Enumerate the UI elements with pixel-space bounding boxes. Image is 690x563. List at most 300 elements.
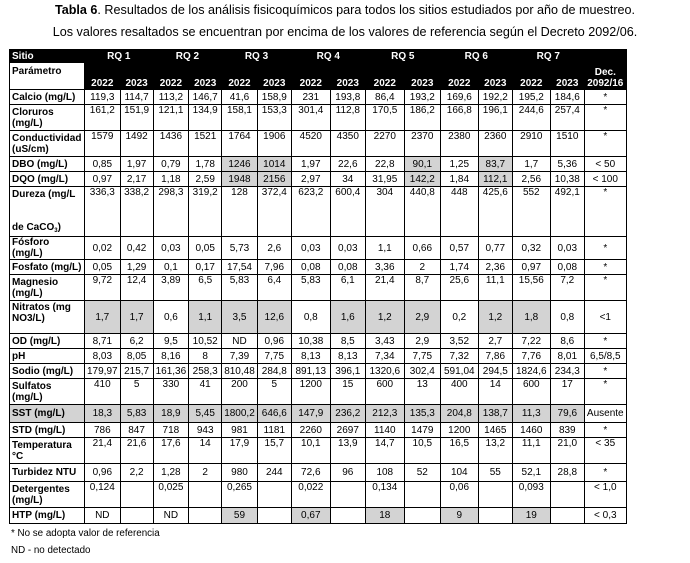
table-cell: 0,025 (153, 482, 189, 508)
table-cell: 28,8 (550, 464, 584, 482)
table-cell: 0,05 (85, 260, 121, 275)
year-header: 2022 (153, 63, 189, 90)
table-cell: 5,83 (291, 275, 330, 301)
table-cell: 34 (330, 172, 365, 187)
row-label: Nitratos (mg NO3/L) (10, 301, 85, 334)
row-label: Turbidez NTU (10, 464, 85, 482)
table-cell: 244,6 (512, 105, 550, 131)
table-cell: 6,4 (257, 275, 291, 301)
table-cell: 336,3 (85, 187, 121, 237)
table-cell: 8,13 (330, 349, 365, 364)
table-cell: 7,76 (512, 349, 550, 364)
table-cell-highlighted: 1,7 (85, 301, 121, 334)
table-cell-highlighted: 1,8 (512, 301, 550, 334)
year-header: 2022 (440, 63, 478, 90)
year-header: 2023 (330, 63, 365, 90)
year-header: 2023 (404, 63, 440, 90)
year-header: 2022 (365, 63, 404, 90)
table-cell: 5 (257, 379, 291, 405)
table-cell: 0,77 (478, 237, 512, 260)
table-cell: 161,36 (153, 364, 189, 379)
table-cell: 11,1 (478, 275, 512, 301)
table-cell: 128 (222, 187, 258, 237)
table-cell: 0,32 (512, 237, 550, 260)
row-label: Calcio (mg/L) (10, 90, 85, 105)
table-cell: 166,8 (440, 105, 478, 131)
table-cell: 3,43 (365, 334, 404, 349)
table-cell: 10,5 (404, 438, 440, 464)
year-header: 2023 (550, 63, 584, 90)
table-cell: 7,34 (365, 349, 404, 364)
table-cell: 17,9 (222, 438, 258, 464)
table-cell: 257,4 (550, 105, 584, 131)
table-cell: 1,1 (365, 237, 404, 260)
table-cell: 2380 (440, 131, 478, 157)
site-header-rq5: RQ 5 (365, 50, 440, 63)
table-cell: 5 (120, 379, 153, 405)
table-cell: 146,7 (189, 90, 222, 105)
table-cell-highlighted: 3,5 (222, 301, 258, 334)
site-header-rq6: RQ 6 (440, 50, 512, 63)
row-label-tail: de CaCO (12, 222, 55, 233)
row-label: OD (mg/L) (10, 334, 85, 349)
year-header: 2023 (478, 63, 512, 90)
table-cell: 193,8 (330, 90, 365, 105)
table-cell: 21,4 (85, 438, 121, 464)
table-cell: 943 (189, 423, 222, 438)
table-cell: 192,2 (478, 90, 512, 105)
table-cell-highlighted: 112,1 (478, 172, 512, 187)
table-cell: 5,73 (222, 237, 258, 260)
table-cell: 600,4 (330, 187, 365, 237)
table-cell: 623,2 (291, 187, 330, 237)
table-cell: 2,2 (120, 464, 153, 482)
table-cell: 4520 (291, 131, 330, 157)
reference-cell: * (584, 260, 626, 275)
row-label: Sulfatos (mg/L) (10, 379, 85, 405)
table-cell (120, 482, 153, 508)
table-cell: 11,1 (512, 438, 550, 464)
table-cell: 8 (189, 349, 222, 364)
table-caption-label: Tabla 6 (54, 3, 98, 17)
table-cell: 10,38 (550, 172, 584, 187)
table-cell-highlighted: 0,67 (291, 508, 330, 524)
table-cell (478, 482, 512, 508)
table-cell: 400 (440, 379, 478, 405)
reference-cell: < 50 (584, 157, 626, 172)
table-cell: 1181 (257, 423, 291, 438)
table-cell: 7,75 (404, 349, 440, 364)
table-cell-highlighted: 236,2 (330, 405, 365, 423)
table-cell-highlighted: 1,7 (120, 301, 153, 334)
table-cell: 1510 (550, 131, 584, 157)
table-row (10, 405, 627, 423)
table-cell: 2910 (512, 131, 550, 157)
table-cell-highlighted: 2,9 (404, 301, 440, 334)
table-cell: 440,8 (404, 187, 440, 237)
row-label: DBO (mg/L) (10, 157, 85, 172)
reference-cell: < 35 (584, 438, 626, 464)
table-caption-line2: Los valores resaltados se encuentran por encima de los valores de referencia según el Decreto 2092/06. (52, 25, 638, 39)
year-header: 2022 (512, 63, 550, 90)
table-cell: 1,7 (512, 157, 550, 172)
table-cell: 1465 (478, 423, 512, 438)
table-cell-highlighted: 5,83 (120, 405, 153, 423)
table-cell: 591,04 (440, 364, 478, 379)
table-cell (550, 508, 584, 524)
table-cell (189, 508, 222, 524)
table-row (10, 482, 627, 508)
table-cell: 41,6 (222, 90, 258, 105)
table-cell: 10,1 (291, 438, 330, 464)
table-cell: 1,84 (440, 172, 478, 187)
year-header-row (10, 63, 627, 90)
year-header: 2022 (85, 63, 121, 90)
table-cell: 1906 (257, 131, 291, 157)
table-cell: 14,7 (365, 438, 404, 464)
table-cell: ND (222, 334, 258, 349)
site-header-rq2: RQ 2 (153, 50, 222, 63)
table-cell: 0,03 (330, 237, 365, 260)
reference-cell: <1 (584, 301, 626, 334)
table-cell: 718 (153, 423, 189, 438)
table-caption-text: . Resultados de los análisis fisicoquímicos para todos los sitios estudiados por año de muestreo. (97, 3, 636, 17)
table-cell: 372,4 (257, 187, 291, 237)
table-cell: 161,2 (85, 105, 121, 131)
table-row (10, 364, 627, 379)
table-cell: 151,9 (120, 105, 153, 131)
table-cell-highlighted: 83,7 (478, 157, 512, 172)
table-cell-highlighted: 1948 (222, 172, 258, 187)
table-cell-highlighted: 59 (222, 508, 258, 524)
table-cell: 981 (222, 423, 258, 438)
table-cell: 2,97 (291, 172, 330, 187)
table-cell (330, 508, 365, 524)
table-cell: 2,7 (478, 334, 512, 349)
table-cell: 0,17 (189, 260, 222, 275)
table-cell: 1579 (85, 131, 121, 157)
table-cell: 0,08 (330, 260, 365, 275)
table-cell: 153,3 (257, 105, 291, 131)
table-cell: ND (153, 508, 189, 524)
table-cell: 258,3 (189, 364, 222, 379)
row-label-end: ) (57, 222, 61, 233)
table-cell: 2260 (291, 423, 330, 438)
reference-cell: * (584, 105, 626, 131)
table-cell: 0,97 (85, 172, 121, 187)
table-cell: 13,9 (330, 438, 365, 464)
table-cell: 6,2 (120, 334, 153, 349)
table-cell: 0,06 (440, 482, 478, 508)
row-label-subscript: 3 (54, 228, 58, 234)
table-cell: 13,2 (478, 438, 512, 464)
table-cell: 0,093 (512, 482, 550, 508)
table-cell: 22,6 (330, 157, 365, 172)
table-cell: 1,29 (120, 260, 153, 275)
table-cell: 1492 (120, 131, 153, 157)
table-cell-highlighted: 1014 (257, 157, 291, 172)
row-label: Magnesio (mg/L) (10, 275, 85, 301)
table-cell: 72,6 (291, 464, 330, 482)
table-cell: 2,59 (189, 172, 222, 187)
table-cell: 10,38 (291, 334, 330, 349)
table-cell-highlighted: 19 (512, 508, 550, 524)
table-cell (404, 482, 440, 508)
reference-cell: * (584, 423, 626, 438)
reference-cell: * (584, 364, 626, 379)
table-cell: 0,02 (85, 237, 121, 260)
table-cell-highlighted: 12,6 (257, 301, 291, 334)
table-cell: 0,2 (440, 301, 478, 334)
year-header: 2022 (222, 63, 258, 90)
table-cell: 22,8 (365, 157, 404, 172)
table-cell: 52 (404, 464, 440, 482)
table-row (10, 508, 627, 524)
table-cell: 0,96 (85, 464, 121, 482)
table-cell: 86,4 (365, 90, 404, 105)
table-cell: 338,2 (120, 187, 153, 237)
table-cell: 304 (365, 187, 404, 237)
row-label: pH (10, 349, 85, 364)
table-cell: 200 (222, 379, 258, 405)
table-cell: 396,1 (330, 364, 365, 379)
table-cell (189, 482, 222, 508)
table-cell-highlighted: 147,9 (291, 405, 330, 423)
table-cell: 0,124 (85, 482, 121, 508)
table-cell: 0,66 (404, 237, 440, 260)
table-cell: 7,86 (478, 349, 512, 364)
table-cell: 170,5 (365, 105, 404, 131)
table-cell: 14 (478, 379, 512, 405)
table-cell-highlighted: 18,9 (153, 405, 189, 423)
table-cell: 158,9 (257, 90, 291, 105)
table-cell: 1,97 (291, 157, 330, 172)
row-label: DQO (mg/L) (10, 172, 85, 187)
table-cell: 2,6 (257, 237, 291, 260)
table-cell-highlighted: 1,2 (365, 301, 404, 334)
table-row (10, 105, 627, 131)
table-cell: 1521 (189, 131, 222, 157)
table-cell: 2370 (404, 131, 440, 157)
table-cell: 1,97 (120, 157, 153, 172)
table-cell: 319,2 (189, 187, 222, 237)
table-cell: 7,2 (550, 275, 584, 301)
table-cell: 0,03 (153, 237, 189, 260)
row-label: Sodio (mg/L) (10, 364, 85, 379)
table-cell: 0,265 (222, 482, 258, 508)
table-cell: 112,8 (330, 105, 365, 131)
table-row (10, 90, 627, 105)
table-cell: ND (85, 508, 121, 524)
table-cell: 96 (330, 464, 365, 482)
table-cell: 3,36 (365, 260, 404, 275)
table-cell: 600 (365, 379, 404, 405)
table-cell-highlighted: 1,1 (189, 301, 222, 334)
year-header: 2023 (120, 63, 153, 90)
table-row (10, 334, 627, 349)
table-cell: 158,1 (222, 105, 258, 131)
table-row (10, 131, 627, 157)
table-cell: 0,08 (550, 260, 584, 275)
table-cell: 2,17 (120, 172, 153, 187)
table-cell: 1,74 (440, 260, 478, 275)
reference-cell: * (584, 90, 626, 105)
table-cell: 552 (512, 187, 550, 237)
table-cell: 104 (440, 464, 478, 482)
table-cell: 7,22 (512, 334, 550, 349)
table-row (10, 187, 627, 237)
row-label: Fosfato (mg/L) (10, 260, 85, 275)
table-cell: 0,134 (365, 482, 404, 508)
table-cell-highlighted: 1246 (222, 157, 258, 172)
table-cell: 114,7 (120, 90, 153, 105)
table-cell: 195,2 (512, 90, 550, 105)
table-cell: 10,52 (189, 334, 222, 349)
table-cell: 215,7 (120, 364, 153, 379)
table-cell: 55 (478, 464, 512, 482)
table-cell: 410 (85, 379, 121, 405)
table-cell: 7,32 (440, 349, 478, 364)
table-cell: 5,36 (550, 157, 584, 172)
row-label: STD (mg/L) (10, 423, 85, 438)
reference-cell: Ausente (584, 405, 626, 423)
table-cell: 16,5 (440, 438, 478, 464)
table-row (10, 237, 627, 260)
table-cell: 2 (189, 464, 222, 482)
table-cell: 15,56 (512, 275, 550, 301)
table-cell-highlighted: 2156 (257, 172, 291, 187)
site-header-rq3: RQ 3 (222, 50, 292, 63)
table-cell: 1460 (512, 423, 550, 438)
table-cell: 1,18 (153, 172, 189, 187)
year-header: 2023 (189, 63, 222, 90)
table-cell: 492,1 (550, 187, 584, 237)
table-cell: 4350 (330, 131, 365, 157)
table-cell: 1479 (404, 423, 440, 438)
table-cell (120, 508, 153, 524)
reference-cell: * (584, 131, 626, 157)
row-label-main: Dureza (mg/L (12, 189, 76, 200)
table-cell: 0,6 (153, 301, 189, 334)
table-row (10, 423, 627, 438)
table-cell: 21,6 (120, 438, 153, 464)
table-cell: 2360 (478, 131, 512, 157)
table-cell: 0,1 (153, 260, 189, 275)
table-cell: 0,97 (512, 260, 550, 275)
table-cell: 301,4 (291, 105, 330, 131)
table-cell: 31,95 (365, 172, 404, 187)
site-header-rq4: RQ 4 (291, 50, 365, 63)
table-cell: 0,8 (550, 301, 584, 334)
table-cell: 119,3 (85, 90, 121, 105)
table-cell: 294,5 (478, 364, 512, 379)
year-header: 2023 (257, 63, 291, 90)
table-cell-highlighted: 9 (440, 508, 478, 524)
table-cell: 786 (85, 423, 121, 438)
table-cell: 1764 (222, 131, 258, 157)
table-cell: 810,48 (222, 364, 258, 379)
table-cell: 9,72 (85, 275, 121, 301)
table-cell: 0,08 (291, 260, 330, 275)
table-row (10, 260, 627, 275)
table-cell: 0,42 (120, 237, 153, 260)
table-cell (330, 482, 365, 508)
table-cell: 8,6 (550, 334, 584, 349)
table-cell: 134,9 (189, 105, 222, 131)
table-row (10, 349, 627, 364)
footnote-nd: ND - no detectado (11, 545, 91, 556)
table-cell-highlighted: 1,2 (478, 301, 512, 334)
table-cell-highlighted: 135,3 (404, 405, 440, 423)
table-row (10, 438, 627, 464)
table-cell-highlighted: 11,3 (512, 405, 550, 423)
table-cell (257, 508, 291, 524)
table-cell-highlighted: 138,7 (478, 405, 512, 423)
reference-cell: * (584, 464, 626, 482)
table-cell-highlighted: 212,3 (365, 405, 404, 423)
table-cell: 2270 (365, 131, 404, 157)
table-cell: 2,36 (478, 260, 512, 275)
table-cell: 169,6 (440, 90, 478, 105)
table-cell-highlighted: 1800,2 (222, 405, 258, 423)
table-cell (257, 482, 291, 508)
table-cell: 1,28 (153, 464, 189, 482)
reference-cell: * (584, 379, 626, 405)
table-cell-highlighted: 1,6 (330, 301, 365, 334)
table-cell: 15,7 (257, 438, 291, 464)
reference-cell: * (584, 334, 626, 349)
sitio-header: Sitio (10, 50, 85, 63)
table-cell: 184,6 (550, 90, 584, 105)
table-row (10, 464, 627, 482)
site-header-rq7: RQ 7 (512, 50, 584, 63)
site-header-rq1: RQ 1 (85, 50, 154, 63)
table-cell: 9,5 (153, 334, 189, 349)
table-cell-highlighted: 18,3 (85, 405, 121, 423)
table-cell: 196,1 (478, 105, 512, 131)
table-cell: 5,83 (222, 275, 258, 301)
table-cell (404, 508, 440, 524)
table-cell: 186,2 (404, 105, 440, 131)
table-cell: 234,3 (550, 364, 584, 379)
table-cell: 600 (512, 379, 550, 405)
table-cell: 1,78 (189, 157, 222, 172)
table-row (10, 275, 627, 301)
table-cell: 839 (550, 423, 584, 438)
table-cell: 25,6 (440, 275, 478, 301)
table-cell: 108 (365, 464, 404, 482)
table-cell: 113,2 (153, 90, 189, 105)
row-label: SST (mg/L) (10, 405, 85, 423)
reference-cell: < 100 (584, 172, 626, 187)
table-cell: 1436 (153, 131, 189, 157)
row-label (10, 187, 85, 237)
table-row (10, 379, 627, 405)
table-cell: 1,25 (440, 157, 478, 172)
table-row (10, 157, 627, 172)
parametro-header: Parámetro (10, 63, 85, 90)
table-cell (478, 508, 512, 524)
reference-cell: * (584, 187, 626, 237)
table-cell: 8,01 (550, 349, 584, 364)
table-cell: 0,79 (153, 157, 189, 172)
table-cell: 8,71 (85, 334, 121, 349)
row-label: Conductividad (uS/cm) (10, 131, 85, 157)
site-header-row (10, 50, 627, 63)
table-cell: 8,16 (153, 349, 189, 364)
table-cell: 2 (404, 260, 440, 275)
table-cell: 179,97 (85, 364, 121, 379)
